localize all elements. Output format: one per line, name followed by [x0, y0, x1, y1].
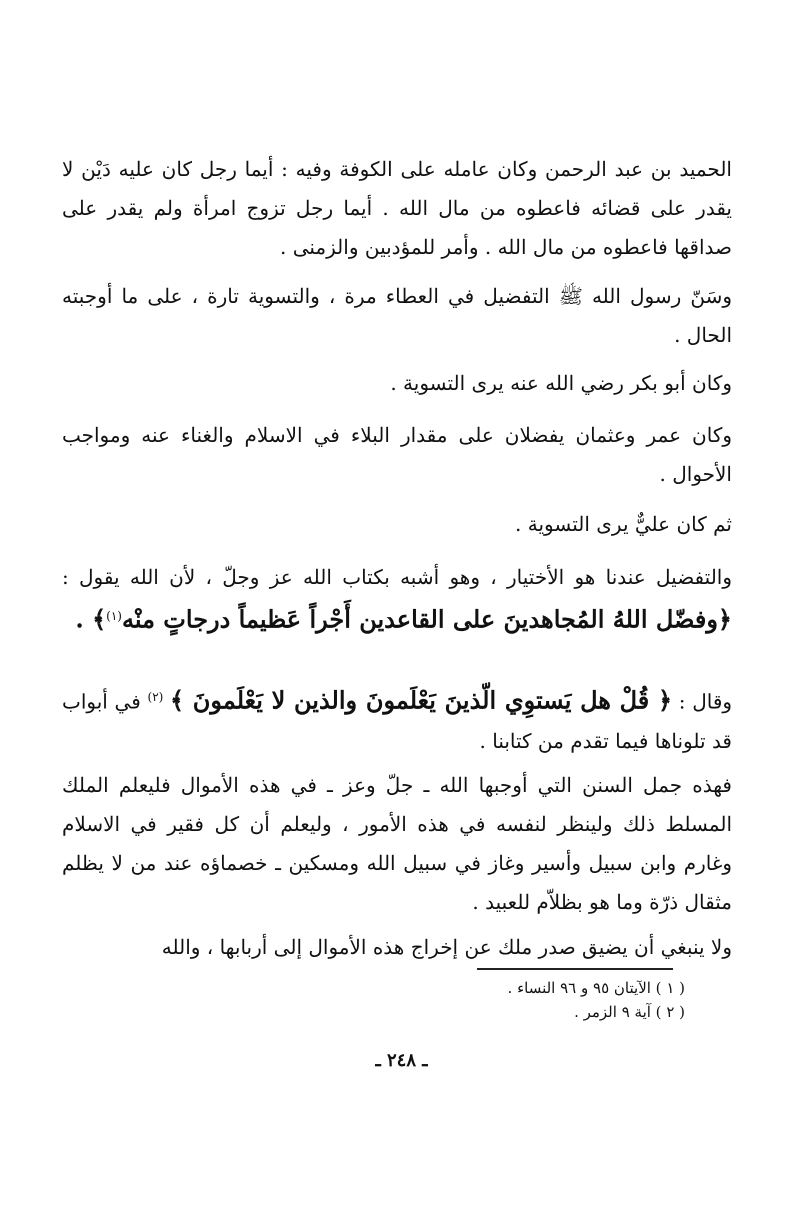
- paragraph: وكان أبو بكر رضي الله عنه يرى التسوية .: [390, 371, 732, 395]
- quran-verse-zumar: ﴿ قُلْ هل يَستوِي الّذينَ يَعْلَمونَ والذين لا يَعْلَمونَ ﴾: [170, 685, 673, 715]
- paragraph-intro: [62, 150, 732, 267]
- quran-verse-nisa: ﴿وفضّل اللهُ المُجاهدينَ على القاعدين أَجْراً عَظيماً درجاتٍ منْه: [121, 604, 732, 634]
- footnote-divider: [477, 968, 673, 970]
- paragraph-tafdil: [62, 558, 732, 641]
- paragraph-abu-bakr: [62, 364, 732, 403]
- footnote-marker: (٢): [147, 690, 164, 704]
- paragraph-umar-uthman: [62, 416, 732, 494]
- paragraph: ولا ينبغي أن يضيق صدر ملك عن إخراج هذه الأموال إلى أربابها ، والله: [161, 935, 732, 959]
- footnotes: [508, 976, 685, 1024]
- qul-rest: في أبواب قد تلوناها فيما تقدم من كتابنا .: [62, 689, 732, 753]
- quran-close-bracket: ﴾ .: [75, 604, 107, 634]
- qul-intro: وقال :: [678, 689, 733, 714]
- page-number: ـ ٢٤٨ ـ: [375, 1050, 428, 1071]
- paragraph: فهذه جمل السنن التي أوجبها الله ـ جلّ وعز ـ في هذه الأموال فليعلم الملك المسلط ذلك ولينظر لنفسه في هذه الأمور ، وليعلم أن كل فقير في الاسلام وغارم وابن سبيل وأسير وغاز في سبيل الله ومسكين ـ خصماؤه عند من لا يظلم مثقال ذرّة وما هو بظلاّم للعبيد .: [62, 773, 732, 914]
- paragraph-summary: [62, 766, 732, 922]
- tafdil-intro: والتفضيل عندنا هو الأختيار ، وهو أشبه بكتاب الله عز وجلّ ، لأن الله يقول :: [62, 565, 732, 589]
- paragraph: [62, 678, 732, 761]
- footnote-marker: (١): [106, 609, 122, 623]
- paragraph-sunnah: [62, 277, 732, 355]
- paragraph: وسَنّ رسول الله ﷺ التفضيل في العطاء مرة ، والتسوية تارة ، على ما أوجبته الحال .: [62, 284, 732, 347]
- paragraph-closing: [62, 928, 732, 967]
- paragraph-qul: [62, 678, 732, 761]
- paragraph: [62, 558, 732, 641]
- paragraph: الحميد بن عبد الرحمن وكان عامله على الكوفة وفيه : أيما رجل كان عليه دَيْن لا يقدر على قضائه فاعطوه من مال الله . أيما رجل تزوج امرأة ولم يقدر على صداقها فاعطوه من مال الله . وأمر للمؤدبين والزمنى .: [62, 157, 732, 259]
- paragraph: وكان عمر وعثمان يفضلان على مقدار البلاء في الاسلام والغناء عنه ومواجب الأحوال .: [62, 423, 732, 486]
- paragraph-ali: [62, 505, 732, 544]
- footnote-item: ( ١ ) الآيتان ٩٥ و ٩٦ النساء .: [507, 979, 685, 997]
- paragraph: ثم كان عليٌّ يرى التسوية .: [515, 512, 732, 536]
- footnote-item: ( ٢ ) آية ٩ الزمر .: [574, 1003, 685, 1021]
